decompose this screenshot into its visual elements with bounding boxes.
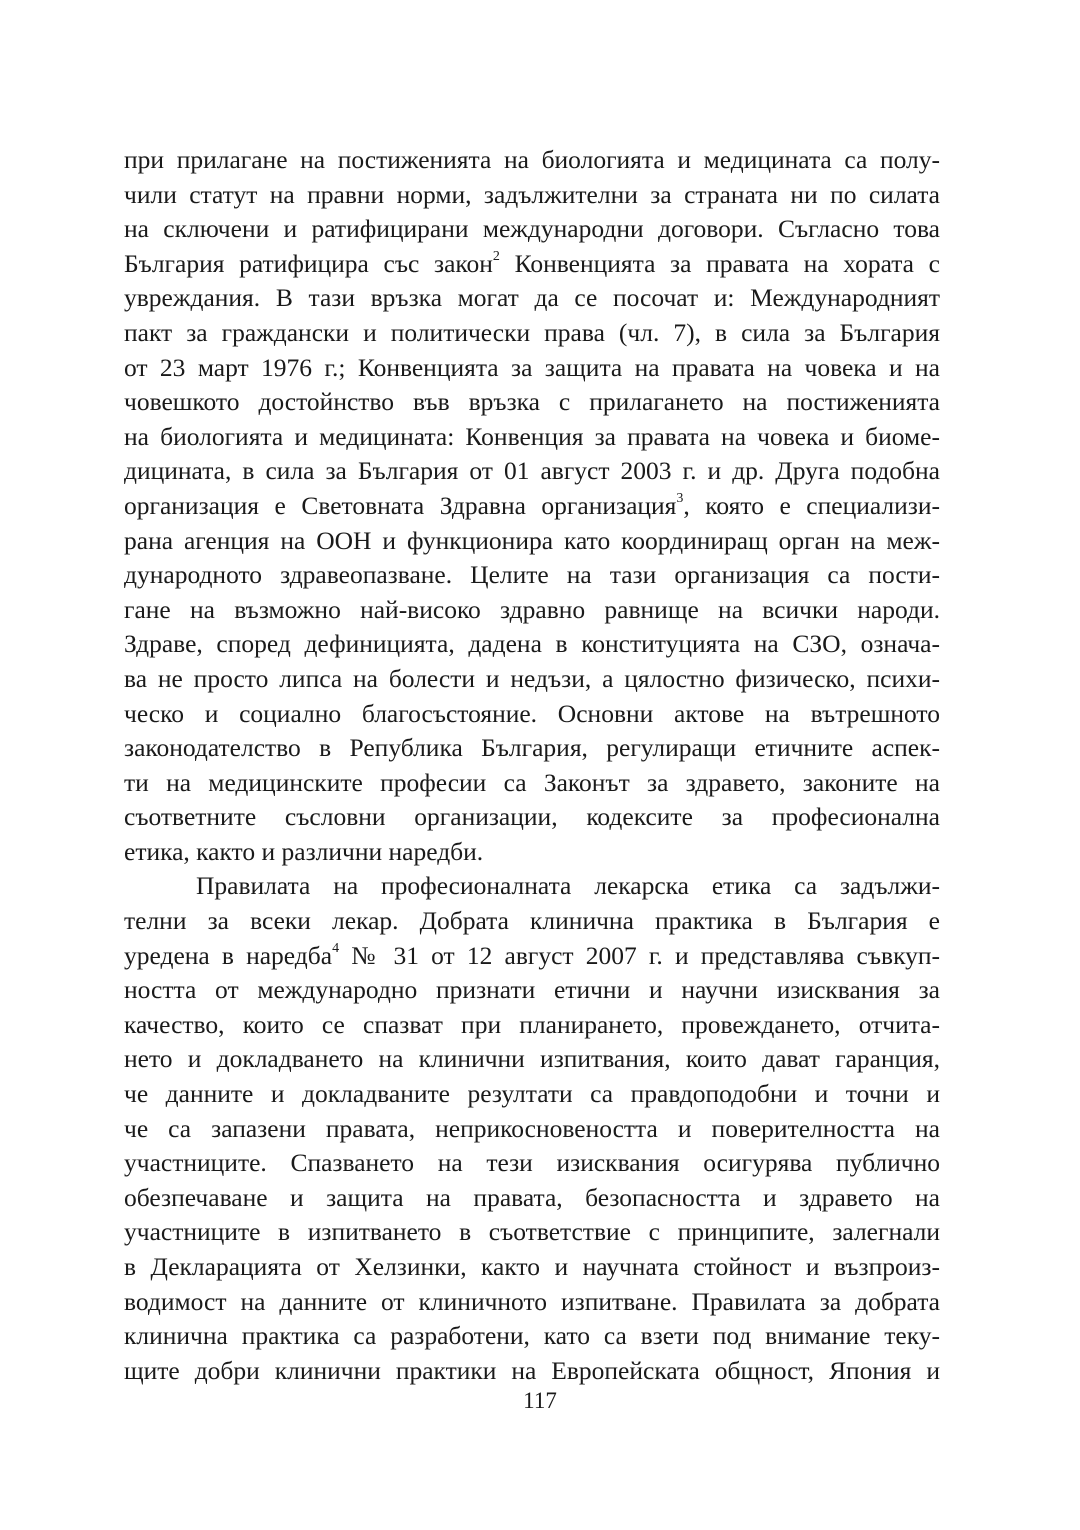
text-line: законодателство в Република България, регулиращи етичните аспек- xyxy=(124,733,940,763)
text-line: качество, които се спазват при планирането, провеждането, отчита- xyxy=(124,1009,940,1039)
text-line xyxy=(124,489,940,524)
text-line: водимост на данните от клиничното изпитване. Правилата за добрата xyxy=(124,1286,940,1316)
text-line: етика, както и различни наредби. xyxy=(124,836,484,866)
text-segment: уредена в наредба xyxy=(124,940,333,970)
paragraph xyxy=(124,143,940,869)
text-line xyxy=(124,247,940,282)
text-line: пакт за граждански и политически права (чл. 7), в сила за България xyxy=(124,317,940,347)
text-line: нето и докладването на клинични изпитвания, които дават гаранция, xyxy=(124,1044,940,1074)
text-line: че данните и докладваните резултати са правдоподобни и точни и xyxy=(124,1079,940,1109)
text-line: ти на медицинските професии са Законът за здравето, законите на xyxy=(124,767,940,797)
footnote-marker: 4 xyxy=(332,941,340,957)
text-line: телни за всеки лекар. Добрата клинична практика в България е xyxy=(124,906,940,936)
text-line: Правилата на професионалната лекарска етика са задължи- xyxy=(196,871,940,901)
text-segment: България ратифицира със закон xyxy=(124,248,493,278)
text-line: Здраве, според дефиницията, дадена в конституцията на СЗО, означа- xyxy=(124,629,940,659)
text-line: клинична практика са разработени, като са взети под внимание теку- xyxy=(124,1321,940,1351)
text-line: ва не просто липса на болести и недъзи, а цялостно физическо, психи- xyxy=(124,663,940,693)
text-line: рана агенция на ООН и функционира като координиращ орган на меж- xyxy=(124,525,940,555)
text-line xyxy=(124,939,940,974)
page-number: 117 xyxy=(523,1388,557,1413)
text-line: човешкото достойнство във връзка с прилагането на постиженията xyxy=(124,387,940,417)
text-segment: № 31 от 12 август 2007 г. и представлява съвкуп- xyxy=(339,940,940,970)
text-line: щите добри клинични практики на Европейската общност, Япония и xyxy=(124,1355,940,1385)
text-line: от 23 март 1976 г.; Конвенцията за защита на правата на човека и на xyxy=(124,352,940,382)
text-line: в Декларацията от Хелзинки, както и научната стойност и възпроиз- xyxy=(124,1252,940,1281)
text-line: увреждания. В тази връзка могат да се посочат и: Международният xyxy=(124,283,940,313)
text-line: участниците. Спазването на тези изисквания осигурява публично xyxy=(124,1148,940,1178)
text-line: на сключени и ратифицирани международни договори. Съгласно това xyxy=(124,214,940,244)
footnote-marker: 2 xyxy=(492,249,500,265)
text-line: дицината, в сила за България от 01 август 2003 г. и др. Друга подобна xyxy=(124,456,940,486)
paragraph xyxy=(124,869,940,1388)
text-segment: Конвенцията за правата на хората с xyxy=(499,248,940,278)
text-segment: , която е специализи- xyxy=(683,490,940,520)
text-segment: организация е Световната Здравна организация xyxy=(124,490,677,520)
text-line: участниците в изпитването в съответствие с принципите, залегнали xyxy=(124,1217,940,1247)
text-line: че са запазени правата, неприкосновеността и поверителността на xyxy=(124,1113,940,1143)
text-line: гане на възможно най-високо здравно равнище на всички народи. xyxy=(124,594,940,624)
text-line: чили статут на правни норми, задължителни за страната ни по силата xyxy=(124,179,940,209)
text-line: дународното здравеопазване. Целите на тази организация са пости- xyxy=(124,560,940,590)
text-line: обезпечаване и защита на правата, безопасността и здравето на xyxy=(124,1182,940,1212)
text-line: на биологията и медицината: Конвенция за правата на човека и биоме- xyxy=(124,421,940,451)
text-line: ческо и социално благосъстояние. Основни актове на вътрешното xyxy=(124,698,940,728)
text-line: при прилагане на постиженията на биологията и медицината са полу- xyxy=(124,145,940,174)
page-body xyxy=(124,143,940,1388)
text-line: съответните съсловни организации, кодексите за професионална xyxy=(124,802,940,832)
text-line: ността от международно признати етични и научни изисквания за xyxy=(124,975,940,1005)
footnote-marker: 3 xyxy=(676,491,684,507)
